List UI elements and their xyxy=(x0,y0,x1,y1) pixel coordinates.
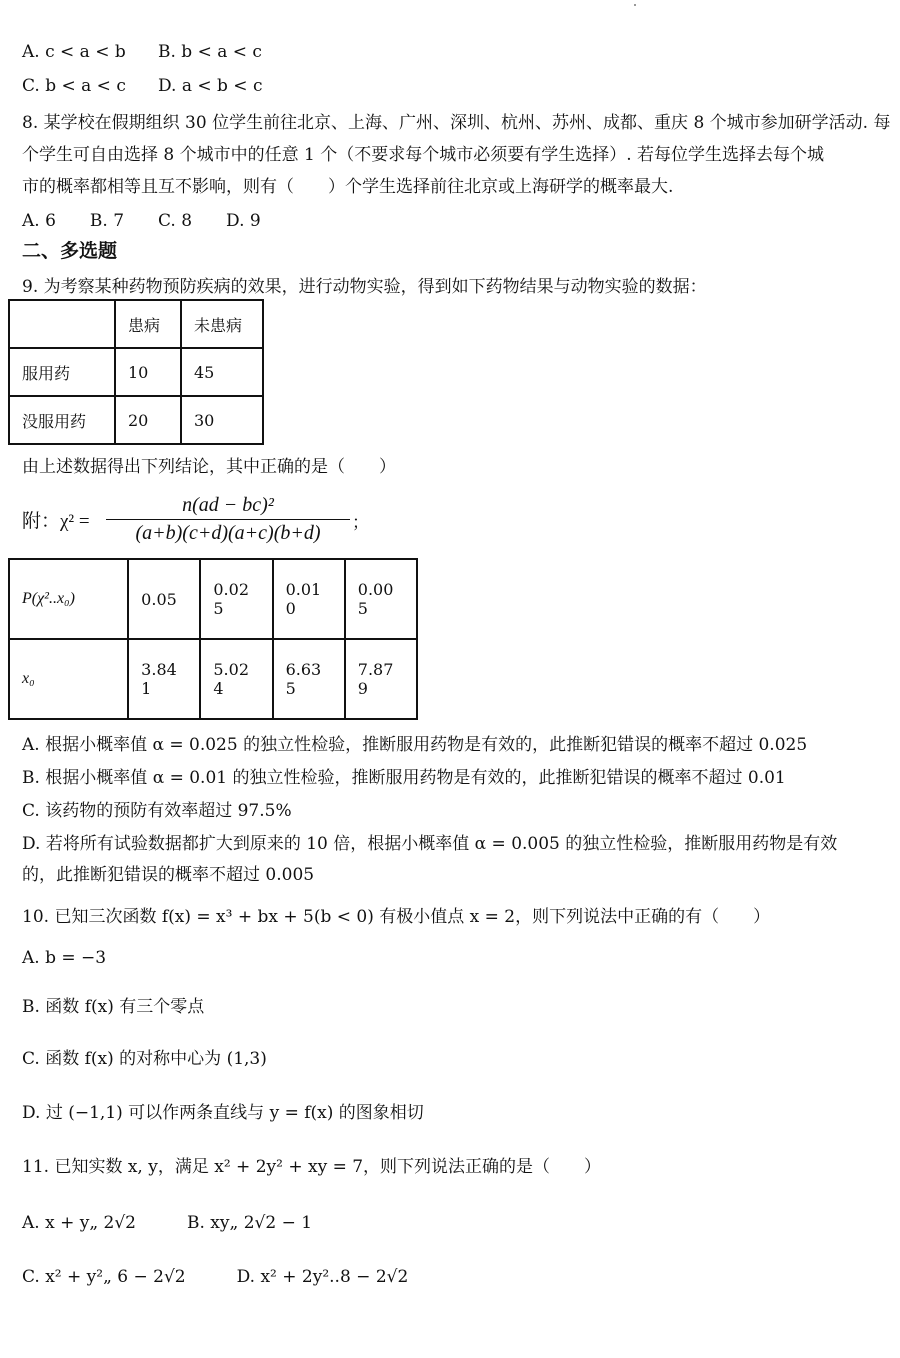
table2-row2-label: x₀ xyxy=(9,639,128,719)
q9-table-data xyxy=(8,299,264,445)
q10-stem: 10. 已知三次函数 f(x) = x³ + bx + 5(b < 0) 有极小值点 x = 2，则下列说法中正确的有（ ） xyxy=(22,907,771,927)
q9-option-b: B. 根据小概率值 α = 0.01 的独立性检验，推断服用药物是有效的，此推断犯错误的概率不超过 0.01 xyxy=(22,768,786,788)
table2-cell: 7.87 9 xyxy=(345,639,417,719)
q9-option-c: C. 该药物的预防有效率超过 97.5% xyxy=(22,801,292,821)
table2-row1-label: P(χ²..x₀) xyxy=(9,559,128,639)
q10-option-b: B. 函数 f(x) 有三个零点 xyxy=(22,997,205,1017)
table2-cell: 6.63 5 xyxy=(273,639,345,719)
table2-cell: 5.02 4 xyxy=(200,639,272,719)
q8-stem-line2: 个学生可自由选择 8 个城市中的任意 1 个（不要求每个城市必须要有学生选择）. 若每位学生选择去每个城 xyxy=(22,145,825,165)
section-title: 二、多选题 xyxy=(22,240,118,262)
q8-stem-line1: 8. 某学校在假期组织 30 位学生前往北京、上海、广州、深圳、杭州、苏州、成都、重庆 8 个城市参加研学活动. 每 xyxy=(22,113,891,133)
q10-option-a: A. b = −3 xyxy=(22,948,107,968)
q9-intro: 9. 为考察某种药物预防疾病的效果，进行动物实验，得到如下药物结果与动物实验的数据： xyxy=(22,277,707,297)
q7-option-d: D. a < b < c xyxy=(158,76,263,96)
q9-option-d-line2: 的，此推断犯错误的概率不超过 0.005 xyxy=(22,865,315,885)
formula-prefix: 附：χ² = xyxy=(22,511,90,532)
q8-stem-line3: 市的概率都相等且互不影响，则有（ ）个学生选择前往北京或上海研学的概率最大. xyxy=(22,177,674,197)
q11-options-cd: C. x² + y²„ 6 − 2√2 D. x² + 2y²..8 − 2√2 xyxy=(22,1267,409,1287)
table1-row-label: 服用药 xyxy=(9,348,115,396)
q7-option-c: C. b < a < c xyxy=(22,76,126,96)
table1-cell: 20 xyxy=(115,396,181,444)
formula-denominator: (a+b)(c+d)(a+c)(b+d) xyxy=(135,522,321,544)
q10-option-d: D. 过 (−1,1) 可以作两条直线与 y = f(x) 的图象相切 xyxy=(22,1103,424,1123)
q10-option-c: C. 函数 f(x) 的对称中心为 (1,3) xyxy=(22,1049,267,1069)
table1-cell: 45 xyxy=(181,348,263,396)
table2-cell: 0.00 5 xyxy=(345,559,417,639)
formula-numerator: n(ad − bc)² xyxy=(182,494,274,516)
fraction-bar xyxy=(106,519,350,520)
table2-cell: 0.01 0 xyxy=(273,559,345,639)
formula-suffix: ； xyxy=(352,513,369,533)
table1-header-not-sick: 未患病 xyxy=(181,300,263,348)
q8-options: A. 6 B. 7 C. 8 D. 9 xyxy=(22,211,261,231)
speck xyxy=(634,4,636,6)
q7-option-a: A. c < a < b xyxy=(22,42,126,62)
table2-cell: 3.84 1 xyxy=(128,639,200,719)
table2-cell: 0.05 xyxy=(128,559,200,639)
chi-square-formula xyxy=(106,494,350,545)
table1-header-sick: 患病 xyxy=(115,300,181,348)
table1-cell: 10 xyxy=(115,348,181,396)
q11-options-ab: A. x + y„ 2√2 B. xy„ 2√2 − 1 xyxy=(22,1213,313,1233)
q9-option-a: A. 根据小概率值 α = 0.025 的独立性检验，推断服用药物是有效的，此推断犯错误的概率不超过 0.025 xyxy=(22,735,808,755)
critical-value-table xyxy=(8,558,418,720)
table1-row-label: 没服用药 xyxy=(9,396,115,444)
q9-option-d-line1: D. 若将所有试验数据都扩大到原来的 10 倍，根据小概率值 α = 0.005 的独立性检验，推断服用药物是有效 xyxy=(22,834,838,854)
table2-cell: 0.02 5 xyxy=(200,559,272,639)
table1-cell: 30 xyxy=(181,396,263,444)
q9-conclusion: 由上述数据得出下列结论，其中正确的是（ ） xyxy=(22,457,396,477)
q7-option-b: B. b < a < c xyxy=(158,42,262,62)
q11-stem: 11. 已知实数 x, y，满足 x² + 2y² + xy = 7，则下列说法正确的是（ ） xyxy=(22,1157,602,1177)
table1-header-empty xyxy=(9,300,115,348)
